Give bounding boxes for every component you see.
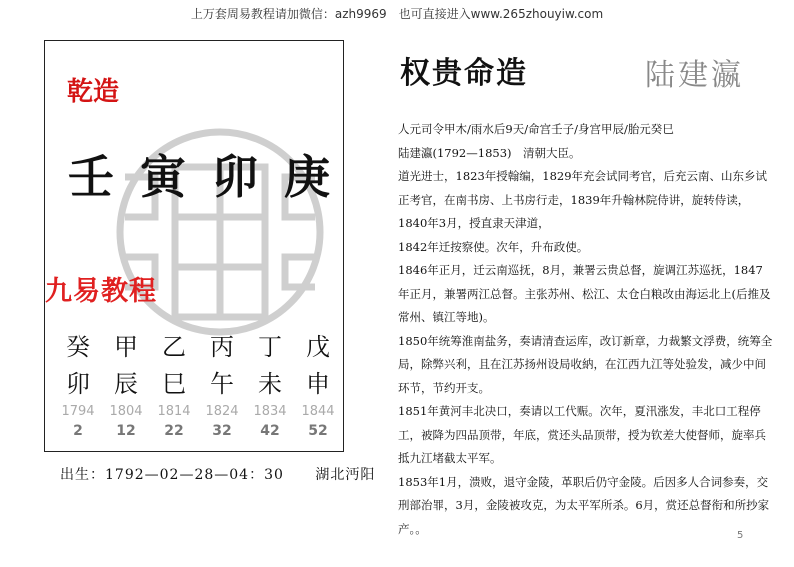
dayun-branch: 午 (210, 370, 234, 398)
dayun-age: 2 (73, 423, 83, 439)
pillar-month: 寅 (140, 150, 186, 204)
dayun-year: 1794 (61, 404, 95, 419)
bio-paragraph: 道光进士，1823年授翰编，1829年充会试同考官，后充云南、山东乡试正考官，在南书房、上书房行走，1839年升翰林院侍讲，旋转侍读，1840年3月，授直隶天津道， (398, 169, 768, 230)
four-pillars (59, 141, 339, 207)
person-name: 陆建瀛 (645, 58, 744, 93)
gender-label: 乾造 (67, 77, 120, 107)
bio-paragraph: 人元司令甲木/雨水后9天/命宫壬子/身宫甲辰/胎元癸巳 (398, 122, 674, 136)
bio-paragraph: 1853年1月，溃败，退守金陵，革职后仍守金陵。后因多人合词参奏，交刑部治罪，3月，金陵被攻克，为太平军所杀。6月，赏还总督衔和所抄家产。。 (398, 474, 770, 536)
dayun-stem: 乙 (162, 333, 186, 361)
page-title: 权贵命造 (400, 56, 528, 91)
top-banner: 上万套周易教程请加微信：azh9969 也可直接进入www.265zhouyiw.com (190, 7, 604, 21)
dayun-year: 1834 (253, 404, 287, 419)
pillar-hour: 庚 (284, 150, 330, 204)
dayun-stem: 戊 (306, 333, 330, 361)
bio-paragraph: 1851年黄河丰北决口，奏请以工代赈。次年，夏汛涨发，丰北口工程停工，被降为四品顶带，年底，赏还头品顶带，授为钦差大使督师，旋率兵抵九江堵截太平军。 (398, 404, 766, 465)
dayun-year: 1824 (205, 404, 239, 419)
birth-datetime: 出生：1792—02—28—04：30 (60, 467, 284, 483)
dayun-branch: 申 (306, 370, 330, 398)
dayun-stem: 甲 (114, 333, 138, 361)
birth-info (60, 464, 375, 484)
dayun-stem: 丙 (210, 333, 234, 361)
dayun-age: 52 (308, 423, 328, 439)
dayun-age: 32 (212, 423, 232, 439)
page-number: 5 (737, 530, 744, 541)
watermark-text: 九易教程 (45, 276, 157, 307)
dayun-age: 42 (260, 423, 280, 439)
bio-paragraph: 1846年正月，迁云南巡抚，8月，兼署云贵总督，旋调江苏巡抚，1847年正月，兼署两江总督。主张苏州、松江、太仓白粮改由海运北上(后推及常州、镇江等地)。 (398, 263, 771, 324)
dayun-year: 1804 (109, 404, 143, 419)
pillar-day: 卯 (212, 150, 258, 204)
dayun-stem: 丁 (258, 333, 282, 361)
biography-text (398, 118, 773, 541)
dayun-branches (55, 364, 341, 399)
dayun-age: 22 (164, 423, 184, 439)
dayun-stems (55, 327, 341, 362)
pillar-year: 壬 (68, 150, 114, 204)
bio-paragraph: 陆建瀛(1792—1853) 清朝大臣。 (398, 145, 581, 160)
dayun-branch: 巳 (162, 370, 186, 398)
dayun-age: 12 (116, 423, 136, 439)
birth-place: 湖北沔阳 (315, 467, 376, 483)
dayun-years (55, 404, 341, 419)
dayun-branch: 辰 (114, 370, 138, 398)
dayun-branch: 未 (258, 370, 282, 398)
dayun-year: 1844 (301, 404, 335, 419)
dayun-branch: 卯 (66, 370, 90, 398)
bazi-card (44, 40, 344, 452)
dayun-year: 1814 (157, 404, 191, 419)
dayun-ages (55, 423, 341, 439)
bio-paragraph: 1842年迁按察使。次年，升布政使。 (398, 239, 589, 254)
bio-paragraph: 1850年统筹淮南盐务，奏请清查运库，改订新章，力裁繁文浮费，统筹全局，除弊兴利，且在江苏扬州设局收納，在江西九江等处验发，减少中间环节，节约开支。 (398, 333, 773, 395)
dayun-stem: 癸 (66, 333, 90, 361)
